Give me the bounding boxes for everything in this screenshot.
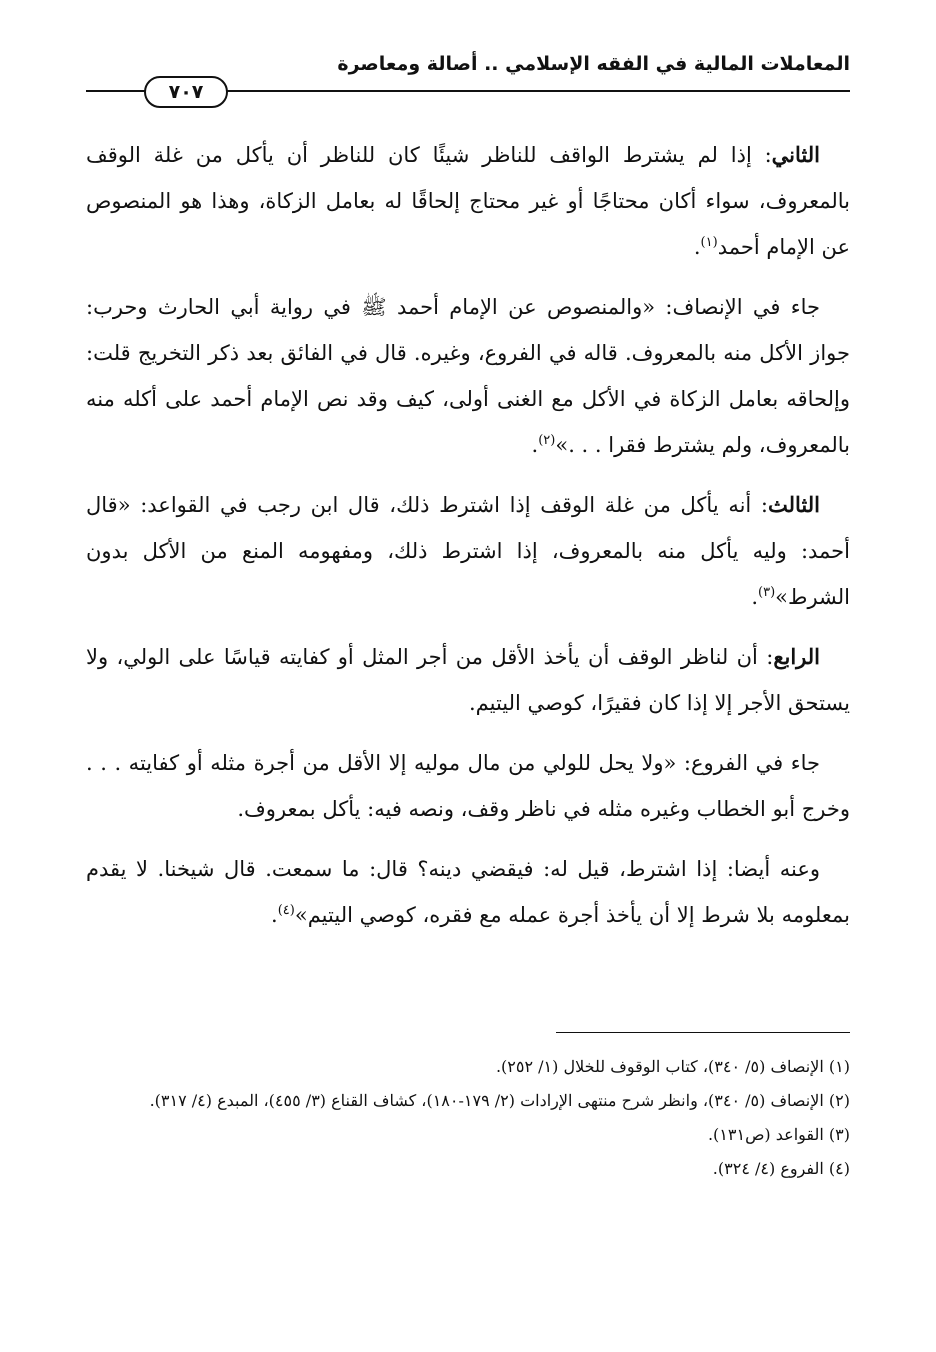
paragraph-text: : إذا لم يشترط الواقف للناظر شيئًا كان للناظر أن يأكل من غلة الوقف بالمعروف، سواء أكان محتاجًا أو غير محتاج إلحاقًا له بعامل الزكاة، وهذا هو المنصوص عن الإمام أحمد (86, 143, 850, 259)
footnote-ref: (١) (700, 235, 718, 250)
main-text (86, 132, 850, 952)
paragraph-end: . (531, 433, 539, 457)
paragraph-third-opinion (86, 482, 850, 620)
footnote: (٢) الإنصاف (٥/ ٣٤٠)، وانظر شرح منتهى الإرادات (٢/ ١٧٩-١٨٠)، كشاف القناع (٣/ ٤٥٥)، المبدع (٤/ ٣١٧). (149, 1091, 850, 1110)
paragraph-text: : أن لناظر الوقف أن يأخذ الأقل من أجر المثل أو كفايته قياسًا على الولي، ولا يستحق الأجر إلا إذا كان فقيرًا، كوصي اليتيم. (86, 645, 850, 715)
paragraph-end: . (271, 903, 278, 927)
paragraph-furu-continued (86, 846, 850, 938)
footnote-ref: (٣) (758, 585, 776, 600)
paragraph-text: وعنه أيضا: إذا اشترط، قيل له: فيقضي دينه؟ قال: ما سمعت. قال شيخنا. لا يقدم بمعلومه بلا شرط إلا أن يأخذ أجرة عمله مع فقره، كوصي اليتيم» (86, 857, 850, 927)
paragraph-lead: الثالث (768, 492, 820, 517)
footnotes (86, 1050, 850, 1186)
paragraph-second-opinion (86, 132, 850, 270)
footnote-separator (556, 1032, 850, 1033)
footnote-ref: (٤) (277, 903, 295, 918)
footnote: (١) الإنصاف (٥/ ٣٤٠)، كتاب الوقوف للخلال (١/ ٢٥٢). (495, 1057, 850, 1076)
paragraph-lead: الرابع (773, 644, 820, 669)
footnote: (٣) القواعد (ص١٣١). (707, 1125, 850, 1144)
paragraph-text: جاء في الفروع: «ولا يحل للولي من مال موليه إلا الأقل من أجرة مثله أو كفايته . . . وخرج أبو الخطاب وغيره مثله في ناظر وقف، ونصه فيه: يأكل بمعروف. (86, 751, 850, 821)
footnote: (٤) الفروع (٤/ ٣٢٤). (712, 1159, 850, 1178)
page-number: ٧٠٧ (144, 76, 228, 108)
paragraph-furu-quote (86, 740, 850, 832)
paragraph-insaf-quote (86, 284, 850, 468)
paragraph-fourth-opinion (86, 634, 850, 726)
footnote-ref: (٢) (538, 433, 556, 448)
paragraph-text: : أنه يأكل من غلة الوقف إذا اشترط ذلك، قال ابن رجب في القواعد: «قال أحمد: وليه يأكل منه بالمعروف، إذا اشترط ذلك، ومفهومه المنع من الأكل بدون الشرط» (86, 493, 850, 609)
running-header-title: المعاملات المالية في الفقه الإسلامي .. أصالة ومعاصرة (337, 53, 850, 75)
paragraph-end: . (751, 585, 759, 609)
paragraph-text: جاء في الإنصاف: «والمنصوص عن الإمام أحمد ﷺ في رواية أبي الحارث وحرب: جواز الأكل منه بالمعروف. قاله في الفروع، وغيره. قال في الفائق بعد ذكر التخريج قلت: وإلحاقه بعامل الزكاة في الأكل مع الغنى أولى، كيف وقد نص الإمام أحمد على أكله منه بالمعروف، ولم يشترط فقرا . . .» (86, 295, 850, 457)
paragraph-lead: الثاني (771, 142, 820, 167)
paragraph-end: . (693, 235, 701, 259)
